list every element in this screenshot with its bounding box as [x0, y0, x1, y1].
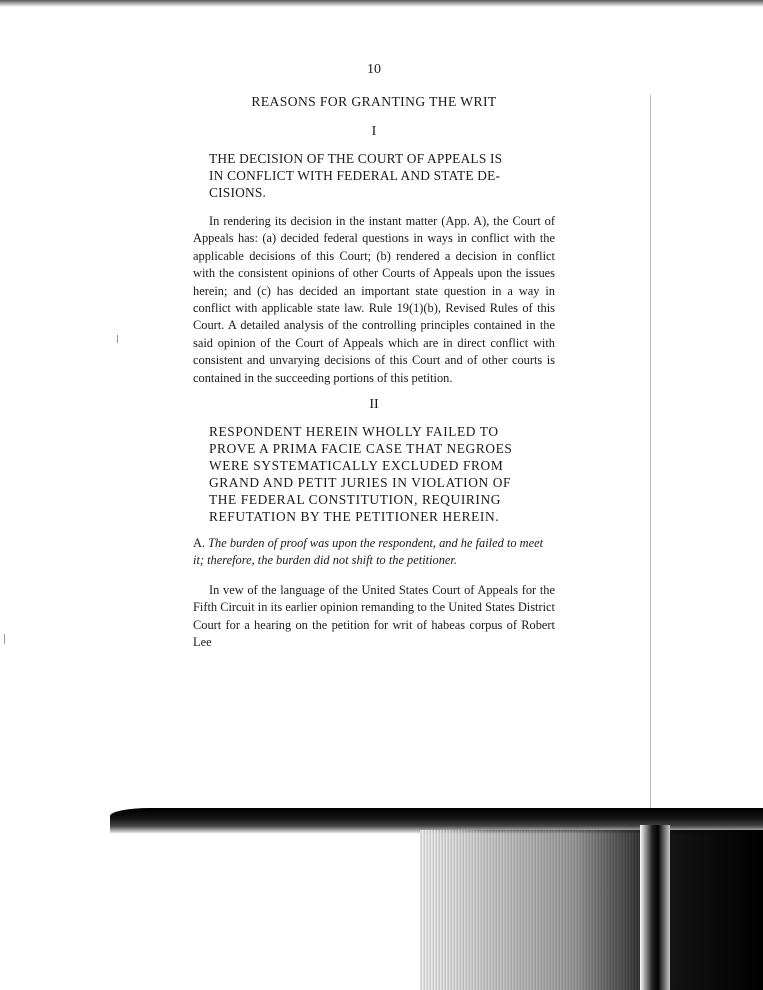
section-1-heading-line: IN CONFLICT WITH FEDERAL AND STATE DE- — [209, 168, 501, 183]
section-2-heading-line: WERE SYSTEMATICALLY EXCLUDED FROM — [209, 458, 504, 474]
section-2-subheading — [193, 535, 555, 570]
section-2-numeral: II — [369, 397, 379, 413]
document-page — [193, 62, 555, 652]
section-2-heading-line: PROVE A PRIMA FACIE CASE THAT NEGROES — [209, 441, 513, 457]
section-2-heading-line: REFUTATION BY THE PETITIONER HEREIN. — [209, 509, 500, 525]
section-1-paragraph: In rendering its decision in the instant matter (App. A), the Court of Appeals has: (a) decided federal questions in ways in conflict with the applicable decisions of this Court; (b) rendered a decision in conflict with the consistent opinions of other Courts of Appeals upon the issues herein; and (c) has decided an important state question in a way in conflict with applicable state law. Rule 19(1)(b), Revised Rules of this Court. A detailed analysis of the controlling principles contained in the said opinion of the Court of Appeals which are in direct conflict with consistent and unvarying decisions of this Court and of other courts is contained in the succeeding portions of this petition. — [193, 214, 555, 385]
section-2-heading — [209, 423, 555, 525]
page-gutter — [650, 95, 651, 835]
section-2-heading-line: RESPONDENT HEREIN WHOLLY FAILED TO — [209, 424, 499, 440]
scan-binding-noise — [420, 830, 763, 990]
section-1-heading-line: THE DECISION OF THE COURT OF APPEALS IS — [209, 151, 503, 166]
page-number: 10 — [367, 62, 381, 77]
section-1-heading-line: CISIONS. — [209, 185, 267, 200]
scan-mark — [117, 335, 118, 343]
subheading-letter: A. — [193, 536, 206, 551]
section-2-heading-line: GRAND AND PETIT JURIES IN VIOLATION OF — [209, 475, 512, 491]
scan-book-spine — [640, 825, 670, 990]
section-1-heading — [209, 150, 555, 201]
scan-mark — [4, 634, 5, 644]
scan-top-edge — [0, 0, 763, 10]
section-2-paragraph: In vew of the language of the United States Court of Appeals for the Fifth Circuit in its earlier opinion remanding to the United States District Court for a hearing on the petition for writ of habeas corpus of Robert Lee — [193, 582, 555, 650]
subheading-text: The burden of proof was upon the respondent, and he failed to meet it; therefore, the burden did not shift to the petitioner. — [193, 536, 544, 568]
section-2-heading-line: THE FEDERAL CONSTITUTION, REQUIRING — [209, 492, 502, 508]
section-1-numeral: I — [371, 124, 377, 139]
page-title: REASONS FOR GRANTING THE WRIT — [251, 94, 497, 109]
